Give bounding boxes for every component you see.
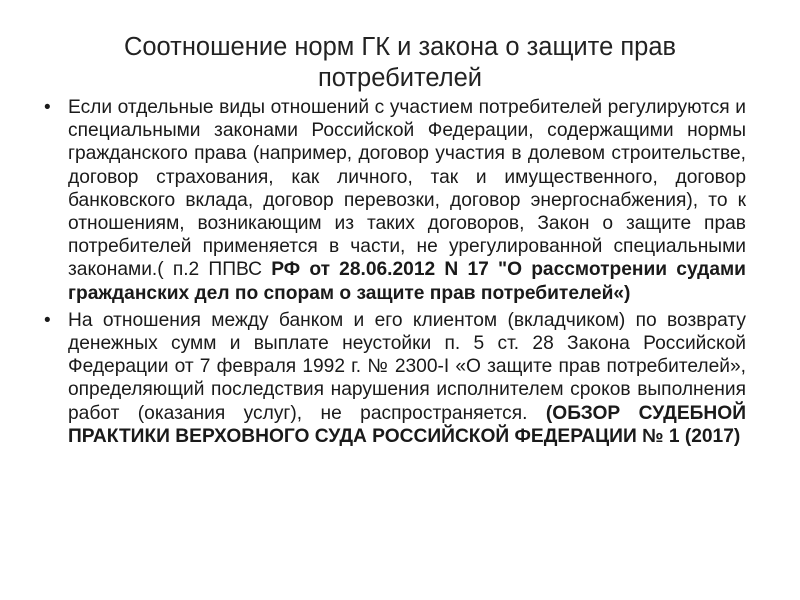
bullet-citation: (ОБЗОР СУДЕБНОЙ ПРАКТИКИ ВЕРХОВНОГО СУДА РОССИЙСКОЙ ФЕДЕРАЦИИ № 1 (2017) (68, 402, 746, 447)
bullet-list (44, 96, 746, 448)
bullet-text: Если отдельные виды отношений с участием потребителей регулируются и специальными законами Российской Федерации, содержащими нормы гражданского права (например, договор участия в долевом строительстве, договор страхования, как личного, так и имущественного, договор банковского вклада, договор перевозки, договор энергоснабжения), то к отношениям, возникающим из таких договоров, Закон о защите прав потребителей применяется в части, не урегулированной специальными законами.( п.2 ППВС (68, 97, 746, 281)
bullet-marker: • (44, 309, 51, 331)
slide-title: Соотношение норм ГК и закона о защите прав потребителей (123, 33, 677, 92)
bullet-item-2 (44, 309, 746, 448)
bullet-citation: РФ от 28.06.2012 N 17 "О рассмотрении судами гражданских дел по спорам о защите прав потребителей«) (68, 259, 746, 304)
bullet-marker: • (44, 97, 51, 118)
bullet-text: На отношения между банком и его клиентом (вкладчиком) по возврату денежных сумм и выплате неустойки п. 5 ст. 28 Закона Российской Федерации от 7 февраля 1992 г. № 2300-I «О защите прав потребителей», определяющий последствия нарушения исполнителем сроков выполнения работ (оказания услуг), не распространяется. (68, 309, 746, 424)
bullet-item-1 (44, 96, 746, 305)
